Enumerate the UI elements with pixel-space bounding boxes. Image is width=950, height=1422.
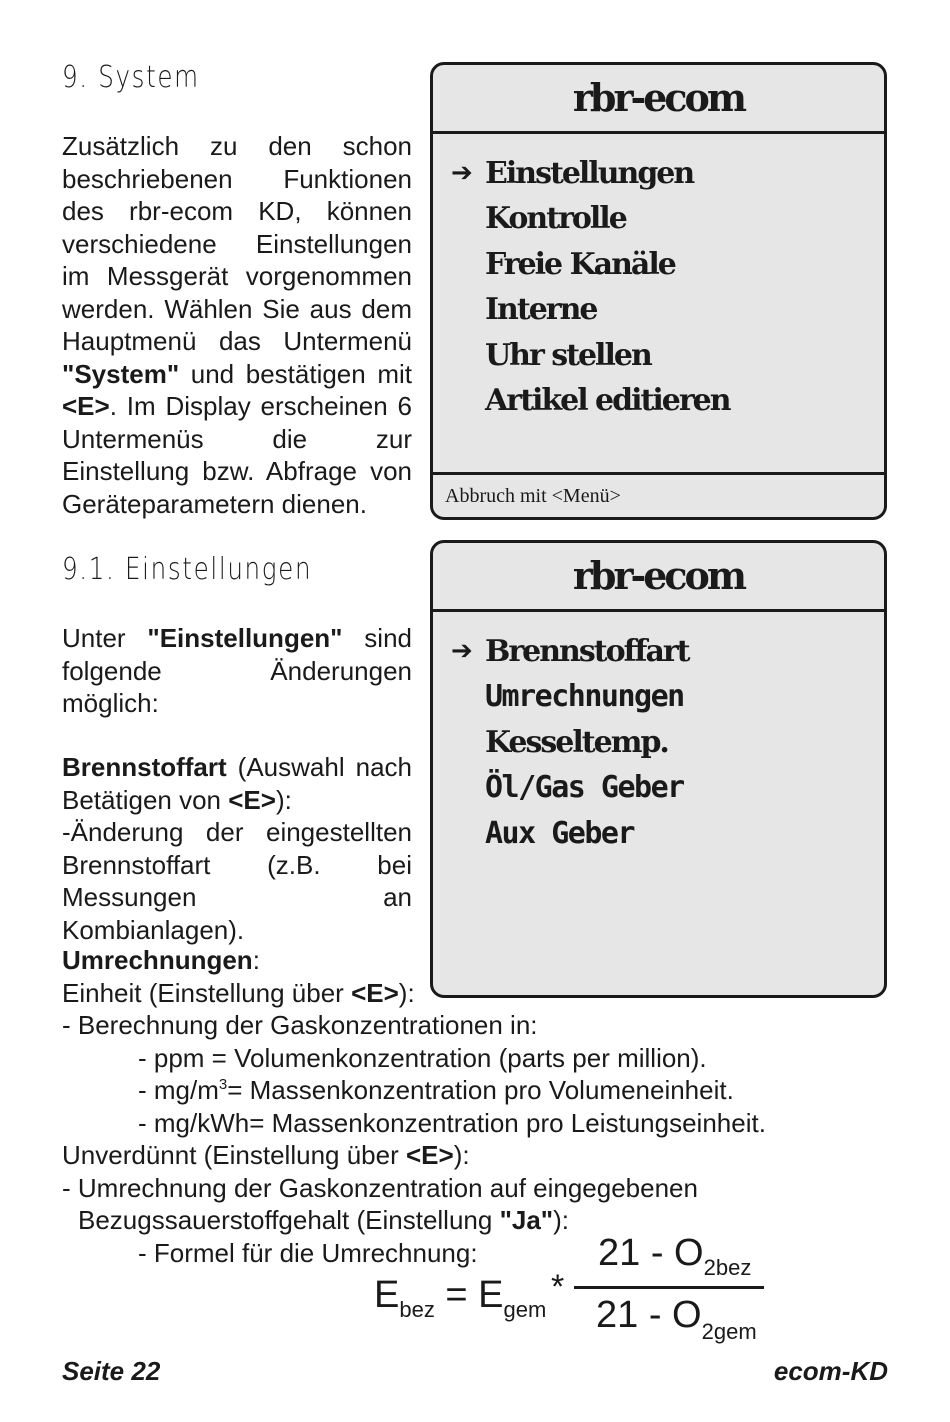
intro-end: . Im Display erscheinen 6 Untermenüs die zur Einstellung bzw. Abfrage von Geräteparametern dienen. bbox=[62, 391, 412, 519]
formula-numerator: $21 - O_{2bez}$ bbox=[598, 1232, 752, 1280]
arrow-right-icon: ➔ bbox=[451, 158, 473, 188]
menu-item-einstellungen[interactable]: ➔ Einstellungen bbox=[451, 151, 730, 196]
page-number: Seite 22 bbox=[62, 1356, 161, 1386]
section-title: 9. System bbox=[62, 60, 200, 95]
brennstoffart-desc: -Änderung der eingestellten Brennstoffart (z.B. bei Messungen an Kombianlagen). bbox=[62, 817, 412, 945]
formula-times: * bbox=[551, 1268, 565, 1306]
screen-title: rbr-ecom bbox=[433, 543, 884, 612]
display-screen-einstellungen bbox=[430, 540, 887, 998]
display-screen-system bbox=[430, 62, 887, 520]
menu-item-kesseltemp[interactable]: Kesseltemp. bbox=[485, 724, 668, 760]
menu-item-brennstoffart[interactable]: ➔ Brennstoffart bbox=[451, 629, 689, 674]
section-intro bbox=[62, 130, 412, 520]
screen-menu bbox=[451, 151, 730, 423]
screen-footer-hint: Abbruch mit <Menü> bbox=[433, 472, 884, 517]
screen-menu bbox=[451, 629, 689, 856]
menu-item-oel-gas-geber[interactable]: Öl/Gas Geber bbox=[485, 770, 684, 806]
menu-item-aux-geber[interactable]: Aux Geber bbox=[485, 815, 635, 851]
intro-mid: und bestätigen mit bbox=[179, 358, 412, 389]
menu-item-artikel-editieren[interactable]: Artikel editieren bbox=[485, 382, 730, 418]
formula-lhs: $E_{bez} = E_{gem}$ bbox=[374, 1274, 547, 1322]
menu-item-umrechnungen[interactable]: Umrechnungen bbox=[485, 679, 684, 715]
menu-item-freie-kanaele[interactable]: Freie Kanäle bbox=[485, 246, 675, 282]
document-name: ecom-KD bbox=[773, 1356, 888, 1386]
intro-bold: "System" bbox=[62, 358, 180, 389]
intro-text: Zusätzlich zu den schon beschriebenen Funktionen des rbr-ecom KD, können verschiedene Einstellungen im Messgerät vorgenommen werden. Wählen Sie aus dem Hauptmenü das Untermenü bbox=[62, 131, 412, 356]
berechnung-block: - Berechnung der Gaskonzentrationen in: - ppm = Volumenkonzentration (parts per million). - $mg/m^3=$ Massenkonzentration pro Volumeneinheit. - mg/kWh= Massenkonzentration pro Leistungseinheit. Unverdünnt (Einstellung über <E>): - Umrechnung der Gaskonzentration auf eingegebenen Bezugssauerstoffgehalt (Einstellung "Ja"): - Formel für die Umrechnung: bbox=[62, 1010, 766, 1268]
screen-title: rbr-ecom bbox=[433, 65, 884, 134]
fraction-bar bbox=[574, 1286, 764, 1289]
umrechnungen-label: Umrechnungen bbox=[62, 945, 253, 975]
subsection-intro: Unter "Einstellungen" sind folgende Änderungen möglich: bbox=[62, 623, 412, 718]
umrechnungen-block: Umrechnungen: Einheit (Einstellung über <E>): bbox=[62, 945, 415, 1008]
brennstoffart-block: Brennstoffart (Auswahl nach Betätigen von <E>): -Änderung der eingestellten Brennstoffart (z.B. bei Messungen an Kombianlagen). bbox=[62, 752, 412, 945]
menu-item-kontrolle[interactable]: Kontrolle bbox=[485, 201, 626, 237]
brennstoffart-label: Brennstoffart bbox=[62, 752, 227, 782]
menu-item-uhr-stellen[interactable]: Uhr stellen bbox=[485, 337, 651, 373]
intro-key: <E> bbox=[62, 391, 110, 421]
menu-item-interne[interactable]: Interne bbox=[485, 292, 597, 328]
arrow-right-icon: ➔ bbox=[451, 636, 473, 666]
formula-denominator: $21 - O_{2gem}$ bbox=[596, 1294, 757, 1344]
subsection-title: 9.1. Einstellungen bbox=[62, 552, 313, 587]
